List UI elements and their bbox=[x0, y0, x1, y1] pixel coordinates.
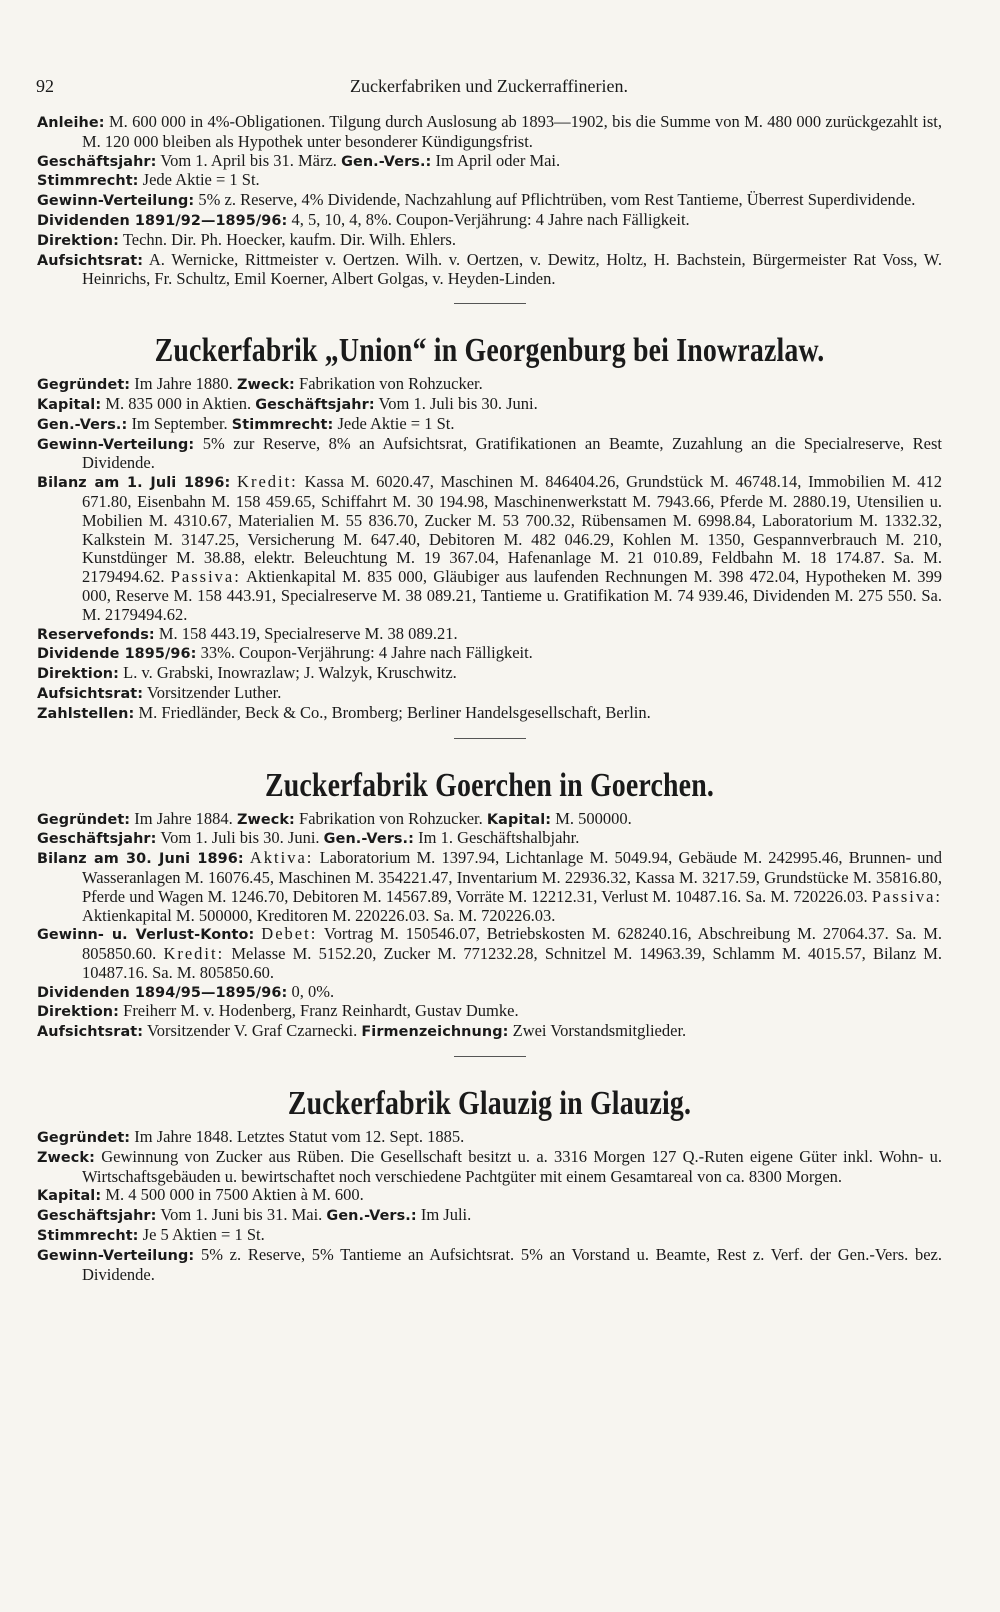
label-zweck: Zweck: bbox=[236, 377, 295, 394]
entry-geschaeftsjahr-genvers bbox=[37, 1206, 942, 1226]
page-number: 92 bbox=[36, 76, 54, 96]
text-aufsichtsrat: Vorsitzender V. Graf Czarnecki. bbox=[146, 1021, 358, 1041]
text-reservefonds: M. 158 443.19, Specialreserve M. 38 089.21. bbox=[158, 623, 458, 643]
label-gewinn-verteilung: Gewinn-Verteilung: bbox=[37, 193, 195, 210]
text-gegruendet: Im Jahre 1884. bbox=[134, 808, 233, 828]
label-stimmrecht: Stimmrecht: bbox=[231, 416, 334, 433]
label-stimmrecht: Stimmrecht: bbox=[37, 1228, 139, 1245]
page-content bbox=[37, 113, 942, 1284]
section-divider bbox=[454, 1056, 526, 1057]
text-gewinn-verteilung: 5% zur Reserve, 8% an Aufsichtsrat, Gratifikationen an Beamte, Zuzahlung an die Specialreserve, Rest Dividende. bbox=[82, 433, 942, 473]
entry-aufsichtsrat-firmenzeichnung bbox=[37, 1022, 942, 1042]
label-genvers: Gen.-Vers.: bbox=[323, 831, 414, 848]
text-genvers: Im Juli. bbox=[420, 1205, 472, 1225]
text-firmenzeichnung: Zwei Vorstandsmitglieder. bbox=[512, 1021, 687, 1041]
text-genvers: Im April oder Mai. bbox=[435, 150, 561, 170]
entry-bilanz bbox=[37, 473, 942, 624]
entry-kapital bbox=[37, 1186, 942, 1206]
text-genvers: Im 1. Geschäftshalbjahr. bbox=[418, 828, 580, 848]
text-genvers: Im September. bbox=[131, 413, 228, 433]
entry-kapital-geschaeftsjahr bbox=[37, 395, 942, 415]
label-geschaeftsjahr: Geschäftsjahr: bbox=[255, 396, 375, 413]
entry-zweck bbox=[37, 1148, 942, 1187]
text-stimmrecht: Jede Aktie = 1 St. bbox=[142, 170, 260, 190]
label-anleihe: Anleihe: bbox=[37, 115, 105, 131]
company-title: Zuckerfabrik Goerchen in Goerchen. bbox=[264, 766, 715, 804]
label-direktion: Direktion: bbox=[37, 666, 120, 683]
entry-stimmrecht bbox=[37, 1226, 942, 1246]
text-dividende: 33%. Coupon-Verjährung: 4 Jahre nach Fälligkeit. bbox=[200, 643, 533, 663]
running-title: Zuckerfabriken und Zuckerraffinerien. bbox=[349, 76, 629, 96]
label-zweck: Zweck: bbox=[37, 1149, 95, 1166]
text-direktion: Techn. Dir. Ph. Hoecker, kaufm. Dir. Wilh. Ehlers. bbox=[122, 229, 456, 249]
label-gegruendet: Gegründet: bbox=[37, 811, 131, 828]
entry-dividenden bbox=[37, 983, 942, 1003]
label-geschaeftsjahr: Geschäftsjahr: bbox=[37, 1208, 157, 1225]
section-divider bbox=[454, 303, 526, 304]
entry-anleihe bbox=[37, 113, 942, 152]
label-direktion: Direktion: bbox=[37, 1004, 120, 1021]
label-zahlstellen: Zahlstellen: bbox=[37, 705, 135, 722]
section-glauzig bbox=[37, 1084, 942, 1284]
label-gegruendet: Gegründet: bbox=[37, 377, 131, 394]
label-genvers: Gen.-Vers.: bbox=[326, 1208, 417, 1225]
entry-stimmrecht bbox=[37, 171, 942, 191]
label-gegruendet: Gegründet: bbox=[37, 1130, 131, 1147]
label-dividenden: Dividenden 1891/92—1895/96: bbox=[37, 212, 288, 229]
entry-gewinn-verlust-konto bbox=[37, 925, 942, 982]
text-dividenden: 0, 0%. bbox=[291, 981, 335, 1001]
text-gegruendet: Im Jahre 1880. bbox=[134, 374, 233, 394]
entry-zahlstellen bbox=[37, 704, 942, 724]
label-reservefonds: Reservefonds: bbox=[37, 626, 155, 643]
company-title: Zuckerfabrik „Union“ in Georgenburg bei Inowrazlaw. bbox=[154, 332, 825, 370]
label-dividende: Dividende 1895/96: bbox=[37, 646, 197, 663]
entry-gegruendet-zweck bbox=[37, 375, 942, 395]
text-gegruendet: Im Jahre 1848. Letztes Statut vom 12. Sept. 1885. bbox=[134, 1127, 465, 1147]
entry-gewinn-verteilung bbox=[37, 1246, 942, 1285]
label-bilanz-aktiva: Aktiva: bbox=[249, 848, 314, 868]
text-debet: Vortrag M. 150546.07, Betriebskosten M. 628240.16, Abschreibung M. 27064.37. Sa. M. 805850.60. bbox=[82, 924, 943, 964]
section-divider bbox=[454, 738, 526, 739]
label-dividenden: Dividenden 1894/95—1895/96: bbox=[37, 984, 288, 1001]
text-geschaeftsjahr: Vom 1. April bis 31. März. bbox=[160, 150, 337, 170]
label-firmenzeichnung: Firmenzeichnung: bbox=[361, 1024, 509, 1041]
label-bilanz-passiva: Passiva: bbox=[170, 567, 241, 587]
label-kapital: Kapital: bbox=[37, 1188, 102, 1205]
entry-reservefonds bbox=[37, 625, 942, 645]
entry-aufsichtsrat bbox=[37, 251, 942, 290]
label-bilanz: Bilanz am 1. Juli 1896: bbox=[37, 475, 231, 492]
text-zahlstellen: M. Friedländer, Beck & Co., Bromberg; Berliner Handelsgesellschaft, Berlin. bbox=[138, 702, 651, 722]
label-geschaeftsjahr: Geschäftsjahr: bbox=[37, 831, 157, 848]
entry-dividende bbox=[37, 644, 942, 664]
label-direktion: Direktion: bbox=[37, 232, 120, 249]
section-union-georgenburg bbox=[37, 331, 942, 723]
running-head bbox=[36, 76, 942, 100]
text-stimmrecht: Je 5 Aktien = 1 St. bbox=[142, 1225, 265, 1245]
label-aufsichtsrat: Aufsichtsrat: bbox=[37, 1024, 144, 1041]
entry-geschaeftsjahr-genvers bbox=[37, 152, 942, 172]
entry-genvers-stimmrecht bbox=[37, 415, 942, 435]
label-zweck: Zweck: bbox=[236, 811, 295, 828]
entry-direktion bbox=[37, 664, 942, 684]
label-gewinn-verteilung: Gewinn-Verteilung: bbox=[37, 1247, 195, 1264]
label-gewinn-verlust-konto: Gewinn- u. Verlust-Konto: bbox=[37, 927, 255, 944]
text-zweck: Gewinnung von Zucker aus Rüben. Die Gesellschaft besitzt u. a. 3316 Morgen 127 Q.-Ruten eigene Güter inkl. Wohn- u. Wirtschaftsgebäuden u. bewirtschaftet noch verschiedene Pachtgüter mit einem Gesamtareal von ca. 8300 Morgen. bbox=[82, 1146, 943, 1186]
text-kapital: M. 500000. bbox=[555, 808, 632, 828]
entry-direktion bbox=[37, 231, 942, 251]
text-bilanz-kredit: Kassa M. 6020.47, Maschinen M. 846404.26, Grundstück M. 46748.14, Immobilien M. 412 671.80, Eisenbahn M. 158 459.65, Schiffahrt M. 30 194.98, Maschinenwerkstatt M. 7943.66, Pferde M. 2880.19, Utensilien u. Mobilien M. 4310.67, Materialien M. 55 836.70, Zucker M. 53 700.32, Rübensamen M. 6998.84, Laboratorium M. 1332.32, Kalkstein M. 3147.25, Versicherung M. 647.40, Debitoren M. 482 046.29, Kohlen M. 1350, Gespannverbrauch M. 210, Kunstdünger M. 38.88, elektr. Beleuchtung M. 19 367.04, Hafenanlage M. 21 010.89, Feldbahn M. 18 174.87. Sa. M. 2179494.62. bbox=[82, 472, 943, 587]
text-kapital: M. 4 500 000 in 7500 Aktien à M. 600. bbox=[105, 1185, 364, 1205]
entry-gegruendet-zweck-kapital bbox=[37, 810, 942, 830]
text-zweck: Fabrikation von Rohzucker. bbox=[299, 374, 483, 394]
section-previous-company bbox=[37, 113, 942, 289]
text-kapital: M. 835 000 in Aktien. bbox=[105, 393, 252, 413]
text-direktion: Freiherr M. v. Hodenberg, Franz Reinhardt, Gustav Dumke. bbox=[123, 1001, 519, 1021]
text-dividenden: 4, 5, 10, 4, 8%. Coupon-Verjährung: 4 Jahre nach Fälligkeit. bbox=[291, 209, 690, 229]
text-aufsichtsrat: A. Wernicke, Rittmeister v. Oertzen. Wilh. v. Oertzen, v. Dewitz, Holtz, H. Bachstein, Bürgermeister Rat Voss, W. Heinrichs, Fr. Schultz, Emil Koerner, Albert Golgas, v. Heyden-Linden. bbox=[82, 249, 942, 289]
text-anleihe: M. 600 000 in 4%-Obligationen. Tilgung durch Auslosung ab 1893—1902, bis die Summe von M. 480 000 zurückgezahlt ist, M. 120 000 bleiben als Hypothek unter besonderer Kündigungsfrist. bbox=[82, 112, 943, 151]
entry-gewinn-verteilung bbox=[37, 435, 942, 474]
text-direktion: L. v. Grabski, Inowrazlaw; J. Walzyk, Kruschwitz. bbox=[123, 663, 457, 683]
label-gewinn-verteilung: Gewinn-Verteilung: bbox=[37, 436, 195, 453]
label-aufsichtsrat: Aufsichtsrat: bbox=[37, 685, 144, 702]
company-title: Zuckerfabrik Glauzig in Glauzig. bbox=[287, 1085, 692, 1123]
text-kredit: Melasse M. 5152.20, Zucker M. 771232.28, Schnitzel M. 14963.39, Schlamm M. 4015.57, Bilanz M. 10487.16. Sa. M. 805850.60. bbox=[82, 944, 943, 982]
text-geschaeftsjahr: Vom 1. Juli bis 30. Juni. bbox=[160, 828, 320, 848]
entry-gegruendet bbox=[37, 1128, 942, 1148]
entry-direktion bbox=[37, 1002, 942, 1022]
label-geschaeftsjahr: Geschäftsjahr: bbox=[37, 153, 157, 170]
label-bilanz-kredit: Kredit: bbox=[237, 472, 298, 492]
label-stimmrecht: Stimmrecht: bbox=[37, 173, 139, 190]
label-aufsichtsrat: Aufsichtsrat: bbox=[37, 252, 144, 269]
label-bilanz: Bilanz am 30. Juni 1896: bbox=[37, 851, 244, 868]
text-gewinn-verteilung: 5% z. Reserve, 5% Tantieme an Aufsichtsrat. 5% an Vorstand u. Beamte, Rest z. Verf. der Gen.-Vers. bez. Dividende. bbox=[82, 1244, 942, 1284]
label-kapital: Kapital: bbox=[486, 811, 552, 828]
text-bilanz-passiva: Aktienkapital M. 835 000, Gläubiger aus laufenden Rechnungen M. 398 472.04, Hypotheken M. 399 000, Reserve M. 158 443.91, Specialreserve M. 38 089.21, Tantieme u. Gratifikation M. 74 939.46, Dividenden M. 275 550. Sa. M. 2179494.62. bbox=[82, 567, 943, 624]
label-kredit: Kredit: bbox=[163, 944, 225, 964]
label-genvers: Gen.-Vers.: bbox=[37, 416, 128, 433]
label-genvers: Gen.-Vers.: bbox=[341, 153, 432, 170]
text-bilanz-aktiva: Laboratorium M. 1397.94, Lichtanlage M. 5049.94, Gebäude M. 242995.46, Brunnen- und Wasseranlagen M. 16076.45, Maschinen M. 354221.47, Inventarium M. 22936.32, Kassa M. 3217.59, Grundstücke M. 35816.80, Pferde und Wagen M. 1246.70, Debitoren M. 14567.89, Vorräte M. 12212.31, Verlust M. 10487.16. Sa. M. 720226.03. bbox=[82, 848, 943, 906]
text-zweck: Fabrikation von Rohzucker. bbox=[299, 808, 483, 828]
label-kapital: Kapital: bbox=[37, 396, 102, 413]
entry-geschaeftsjahr-genvers bbox=[37, 829, 942, 849]
text-aufsichtsrat: Vorsitzender Luther. bbox=[146, 682, 282, 702]
text-bilanz-passiva: Aktienkapital M. 500000, Kreditoren M. 220226.03. Sa. M. 720226.03. bbox=[82, 905, 556, 925]
label-debet: Debet: bbox=[261, 924, 318, 944]
text-geschaeftsjahr: Vom 1. Juli bis 30. Juni. bbox=[378, 393, 538, 413]
text-geschaeftsjahr: Vom 1. Juni bis 31. Mai. bbox=[160, 1205, 323, 1225]
text-stimmrecht: Jede Aktie = 1 St. bbox=[337, 413, 455, 433]
entry-dividenden bbox=[37, 211, 942, 231]
entry-aufsichtsrat bbox=[37, 684, 942, 704]
text-gewinn-verteilung: 5% z. Reserve, 4% Dividende, Nachzahlung auf Pflichtrüben, vom Rest Tantieme, Überrest Superdividende. bbox=[198, 190, 916, 210]
section-goerchen bbox=[37, 766, 942, 1043]
entry-bilanz bbox=[37, 849, 942, 925]
entry-gewinn-verteilung bbox=[37, 191, 942, 211]
label-bilanz-passiva: Passiva: bbox=[871, 886, 943, 906]
